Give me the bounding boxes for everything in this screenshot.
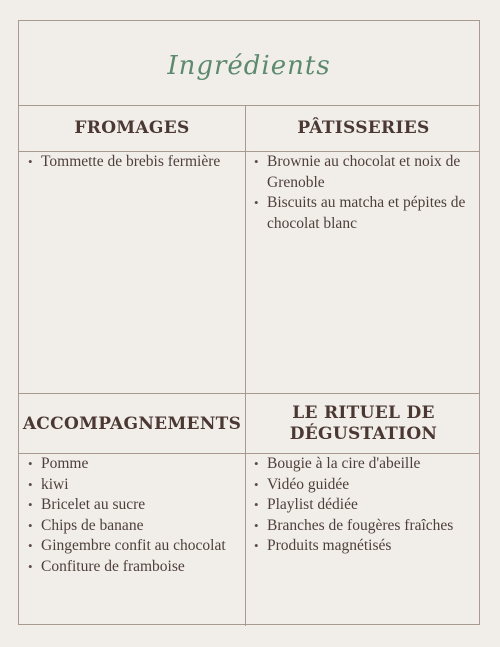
list-item: • Playlist dédiée (251, 495, 477, 516)
list-item: • Tommette de brebis fermière (25, 152, 239, 173)
list-item: • Confiture de framboise (25, 557, 239, 578)
list-item: • Bougie à la cire d'abeille (251, 454, 477, 475)
list-item: • Chips de banane (25, 516, 239, 537)
ingredients-table (18, 20, 480, 625)
list-item: • Branches de fougères fraîches (251, 516, 477, 537)
section-heading-rituel: LE RITUEL DE DÉGUSTATION (289, 402, 438, 444)
column-divider (245, 105, 246, 626)
section-heading-accompagnements: ACCOMPAGNEMENTS (22, 413, 242, 434)
list-item: • Pomme (25, 454, 239, 475)
title-row (19, 21, 479, 106)
list-rituel (251, 454, 477, 557)
page-title: Ingrédients (167, 51, 331, 81)
list-item: • kiwi (25, 475, 239, 496)
list-item: • Biscuits au matcha et pépites de chocolat blanc (251, 193, 477, 234)
list-item: • Brownie au chocolat et noix de Grenoble (251, 152, 477, 193)
list-accompagnements (25, 454, 239, 577)
list-item: • Gingembre confit au chocolat (25, 536, 239, 557)
list-patisseries (251, 152, 477, 234)
list-item: • Bricelet au sucre (25, 495, 239, 516)
list-item: • Vidéo guidée (251, 475, 477, 496)
list-item: • Produits magnétisés (251, 536, 477, 557)
section-heading-patisseries: PÂTISSERIES (297, 118, 430, 138)
section-heading-fromages: FROMAGES (74, 118, 190, 138)
list-fromages (25, 152, 239, 173)
